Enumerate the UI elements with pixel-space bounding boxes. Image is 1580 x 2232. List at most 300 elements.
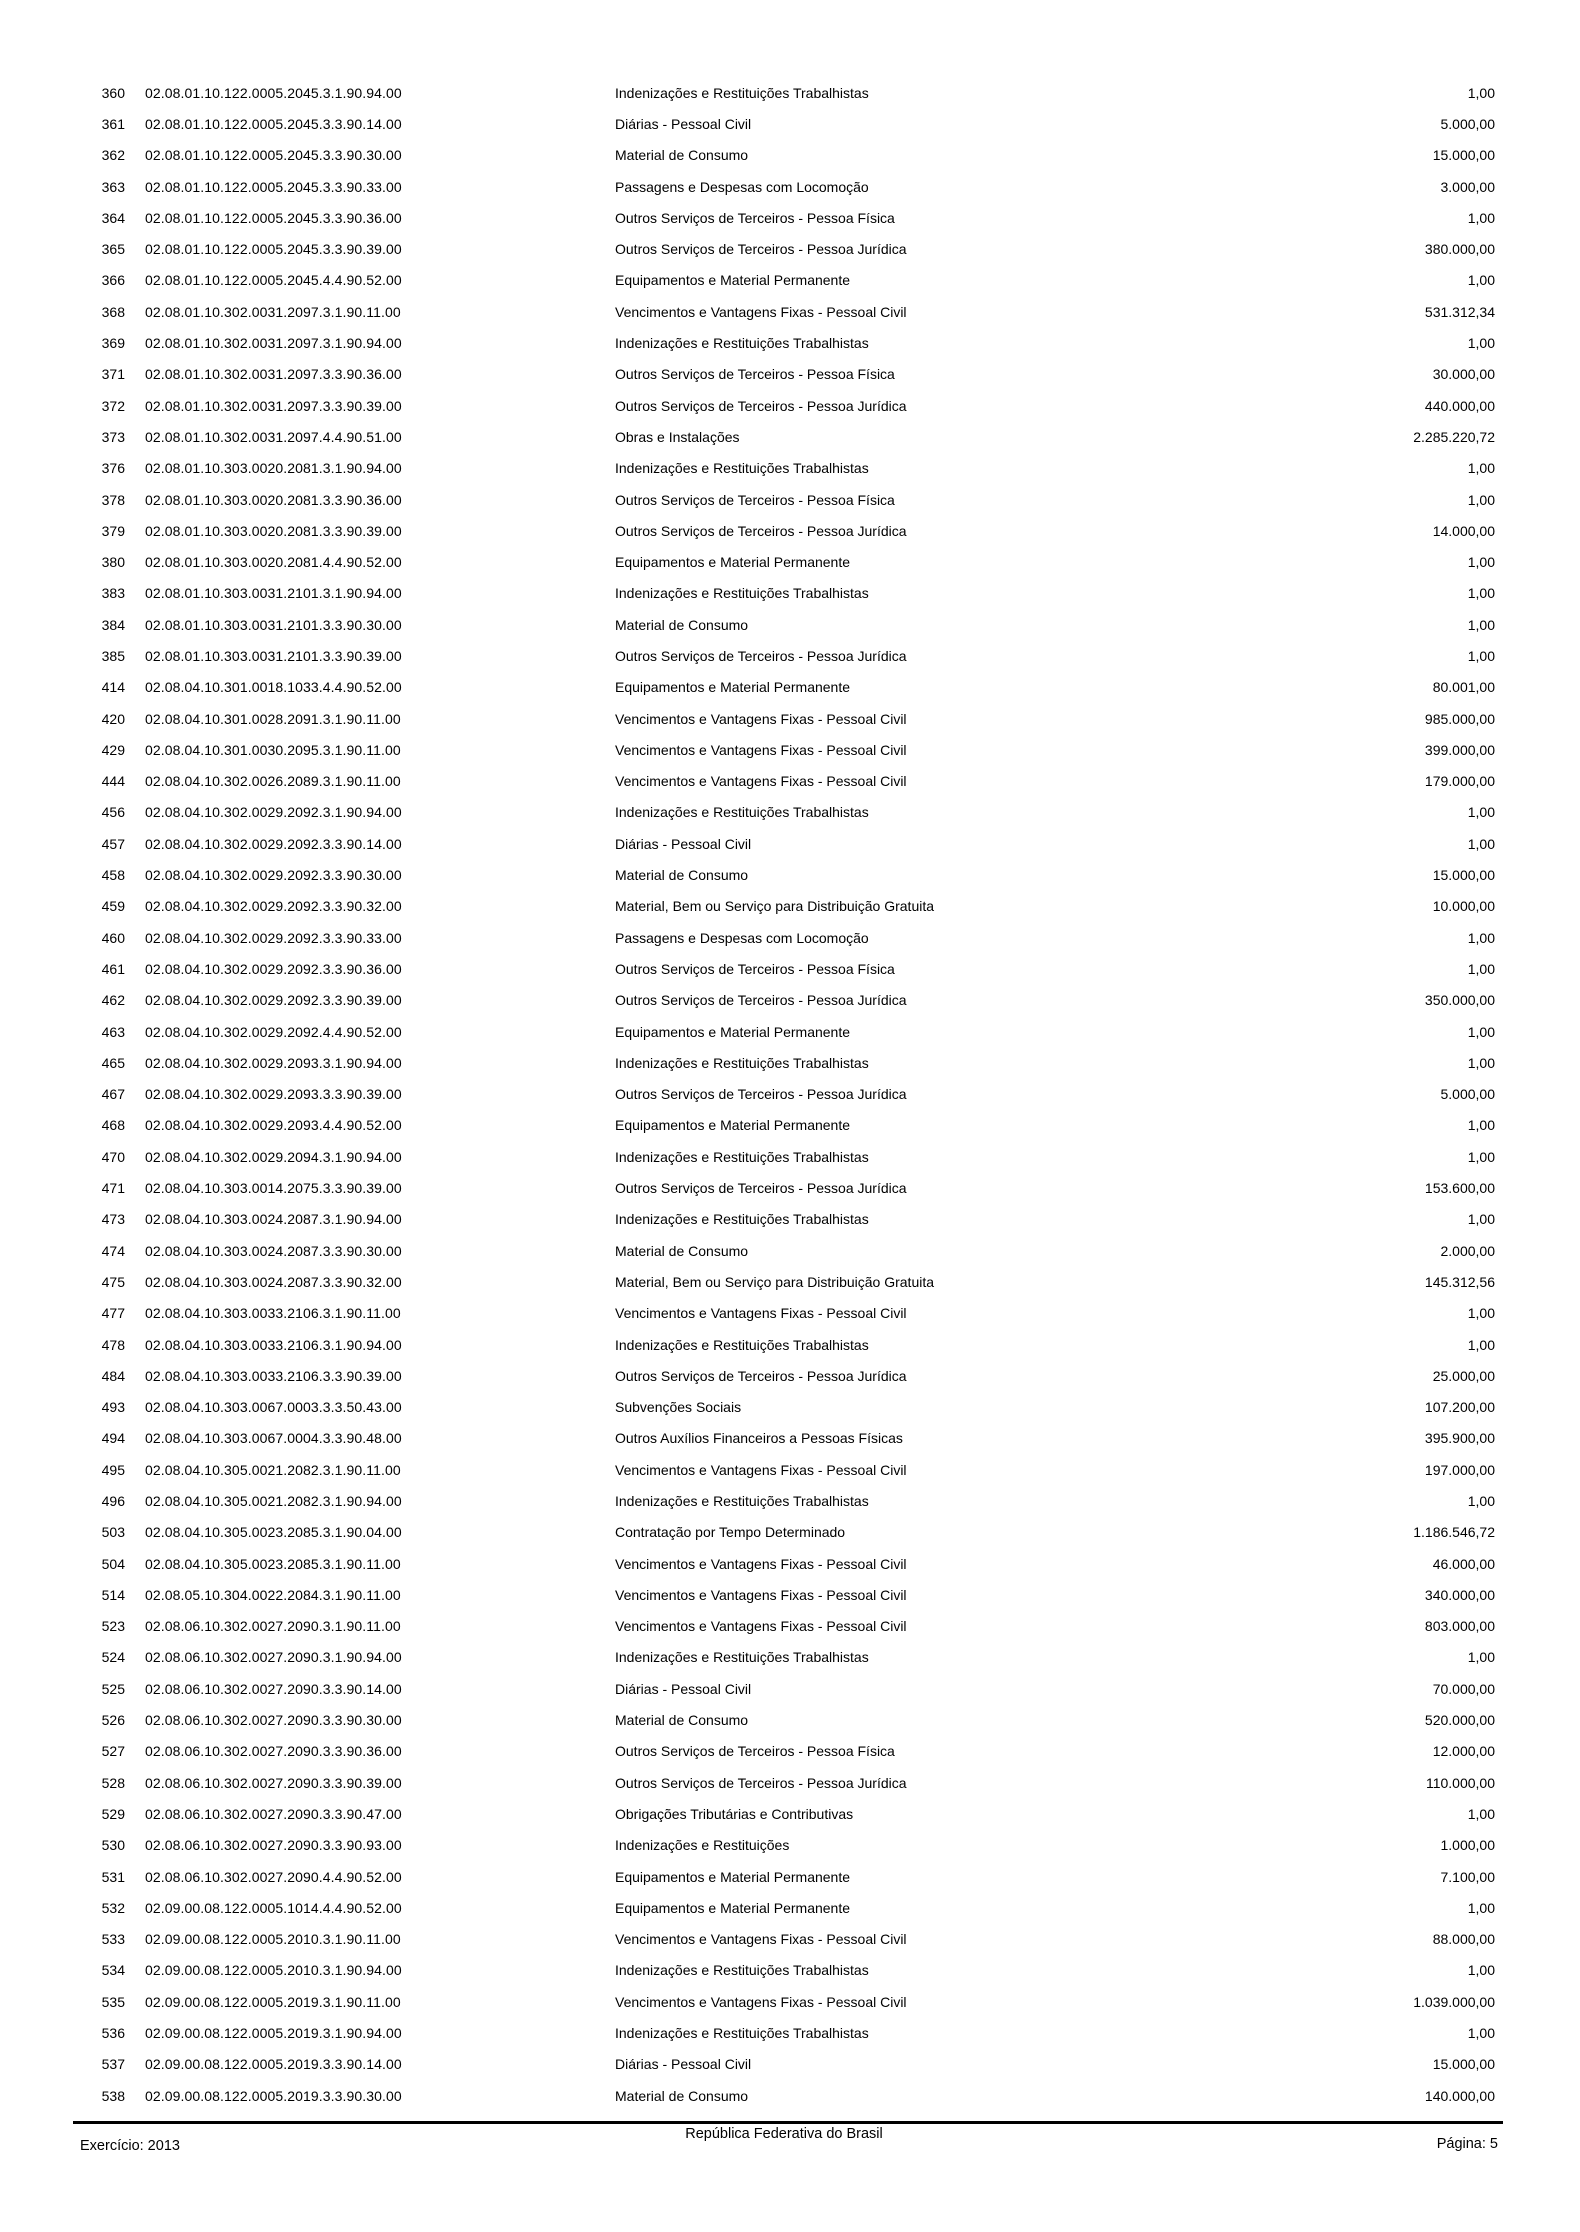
row-budget-code: 02.08.01.10.122.0005.2045.3.3.90.36.00 (145, 209, 402, 226)
row-description: Vencimentos e Vantagens Fixas - Pessoal Civil (615, 741, 907, 758)
row-budget-code: 02.08.04.10.302.0029.2093.3.1.90.94.00 (145, 1054, 402, 1071)
row-budget-code: 02.08.06.10.302.0027.2090.3.3.90.47.00 (145, 1805, 402, 1822)
row-number: 444 (101, 773, 125, 790)
table-row (65, 77, 1503, 108)
table-row (65, 672, 1503, 703)
row-value: 380.000,00 (1424, 241, 1495, 258)
table-row (65, 296, 1503, 327)
row-description: Outros Serviços de Terceiros - Pessoa Jurídica (615, 1367, 907, 1384)
table-row (65, 797, 1503, 828)
row-number: 514 (101, 1586, 125, 1603)
row-description: Equipamentos e Material Permanente (615, 1117, 851, 1134)
row-budget-code: 02.08.04.10.302.0029.2094.3.1.90.94.00 (145, 1148, 402, 1165)
row-value: 2.285.220,72 (1413, 428, 1495, 445)
row-description: Vencimentos e Vantagens Fixas - Pessoal Civil (615, 773, 907, 790)
row-value: 440.000,00 (1424, 397, 1495, 414)
row-value: 70.000,00 (1432, 1680, 1495, 1697)
row-budget-code: 02.08.04.10.301.0018.1033.4.4.90.52.00 (145, 679, 402, 696)
table-row (65, 108, 1503, 139)
row-budget-code: 02.08.01.10.122.0005.2045.3.3.90.39.00 (145, 241, 402, 258)
row-number: 363 (101, 178, 125, 195)
row-description: Diárias - Pessoal Civil (615, 2056, 752, 2073)
row-budget-code: 02.09.00.08.122.0005.2010.3.1.90.11.00 (145, 1931, 401, 1948)
row-value: 1,00 (1467, 616, 1495, 633)
row-budget-code: 02.08.04.10.302.0029.2092.3.3.90.36.00 (145, 960, 402, 977)
row-budget-code: 02.08.04.10.302.0029.2092.3.3.90.33.00 (145, 929, 402, 946)
row-description: Vencimentos e Vantagens Fixas - Pessoal Civil (615, 1555, 907, 1572)
row-description: Indenizações e Restituições Trabalhistas (615, 335, 869, 352)
table-row (65, 1016, 1503, 1047)
table-row (65, 1986, 1503, 2017)
row-value: 110.000,00 (1425, 1774, 1495, 1791)
table-row (65, 828, 1503, 859)
row-description: Vencimentos e Vantagens Fixas - Pessoal Civil (615, 1586, 907, 1603)
row-description: Material, Bem ou Serviço para Distribuição Gratuita (615, 898, 935, 915)
row-value: 179.000,00 (1424, 773, 1495, 790)
table-row (65, 1204, 1503, 1235)
row-description: Contratação por Tempo Determinado (615, 1524, 846, 1541)
row-description: Material de Consumo (615, 616, 749, 633)
row-value: 7.100,00 (1440, 1868, 1495, 1885)
table-row (65, 766, 1503, 797)
row-number: 525 (101, 1680, 125, 1697)
row-budget-code: 02.08.01.10.122.0005.2045.4.4.90.52.00 (145, 272, 402, 289)
row-value: 80.001,00 (1432, 679, 1495, 696)
row-value: 1,00 (1467, 1336, 1495, 1353)
row-description: Material de Consumo (615, 2087, 749, 2104)
row-number: 535 (101, 1993, 125, 2010)
row-number: 475 (101, 1273, 125, 1290)
table-row (65, 734, 1503, 765)
row-number: 384 (101, 616, 125, 633)
row-value: 1,00 (1467, 804, 1495, 821)
row-number: 471 (101, 1180, 125, 1197)
row-value: 145.312,56 (1424, 1273, 1495, 1290)
row-budget-code: 02.08.04.10.302.0029.2092.3.3.90.39.00 (145, 992, 402, 1009)
row-value: 1,00 (1467, 491, 1495, 508)
row-budget-code: 02.08.06.10.302.0027.2090.3.3.90.14.00 (145, 1680, 402, 1697)
table-row (65, 1423, 1503, 1454)
row-number: 493 (101, 1399, 125, 1416)
row-number: 465 (101, 1054, 125, 1071)
row-description: Outros Serviços de Terceiros - Pessoa Jurídica (615, 522, 907, 539)
row-budget-code: 02.08.01.10.303.0020.2081.3.3.90.36.00 (145, 491, 402, 508)
table-row (65, 578, 1503, 609)
row-number: 414 (101, 679, 125, 696)
row-number: 458 (101, 867, 125, 884)
row-value: 1.186.546,72 (1413, 1524, 1495, 1541)
row-value: 985.000,00 (1424, 710, 1495, 727)
row-value: 350.000,00 (1424, 992, 1495, 1009)
table-row (65, 1642, 1503, 1673)
row-budget-code: 02.08.06.10.302.0027.2090.4.4.90.52.00 (145, 1868, 402, 1885)
row-budget-code: 02.08.04.10.301.0030.2095.3.1.90.11.00 (145, 741, 401, 758)
row-number: 362 (101, 147, 125, 164)
row-value: 5.000,00 (1440, 1086, 1495, 1103)
row-description: Subvenções Sociais (615, 1399, 742, 1416)
row-value: 10.000,00 (1432, 898, 1495, 915)
table-row (65, 359, 1503, 390)
row-description: Material de Consumo (615, 147, 749, 164)
row-value: 1,00 (1467, 1805, 1495, 1822)
row-budget-code: 02.08.04.10.302.0029.2092.3.3.90.32.00 (145, 898, 402, 915)
row-budget-code: 02.08.06.10.302.0027.2090.3.3.90.93.00 (145, 1837, 402, 1854)
row-value: 395.900,00 (1424, 1430, 1495, 1447)
row-description: Indenizações e Restituições Trabalhistas (615, 1211, 869, 1228)
row-number: 366 (101, 272, 125, 289)
table-row (65, 1172, 1503, 1203)
row-budget-code: 02.08.01.10.302.0031.2097.3.3.90.39.00 (145, 397, 402, 414)
row-value: 803.000,00 (1424, 1618, 1495, 1635)
row-value: 1,00 (1467, 209, 1495, 226)
row-budget-code: 02.08.04.10.303.0033.2106.3.1.90.94.00 (145, 1336, 402, 1353)
row-description: Equipamentos e Material Permanente (615, 1023, 851, 1040)
row-budget-code: 02.08.01.10.302.0031.2097.3.1.90.94.00 (145, 335, 402, 352)
row-value: 15.000,00 (1432, 867, 1495, 884)
row-description: Vencimentos e Vantagens Fixas - Pessoal Civil (615, 1461, 907, 1478)
row-value: 1,00 (1467, 1962, 1495, 1979)
row-description: Outros Serviços de Terceiros - Pessoa Jurídica (615, 992, 907, 1009)
table-row (65, 953, 1503, 984)
row-number: 457 (101, 835, 125, 852)
row-number: 503 (101, 1524, 125, 1541)
row-number: 376 (101, 460, 125, 477)
row-value: 1,00 (1467, 1054, 1495, 1071)
row-value: 1,00 (1467, 272, 1495, 289)
table-row (65, 1517, 1503, 1548)
row-budget-code: 02.08.06.10.302.0027.2090.3.3.90.39.00 (145, 1774, 402, 1791)
table-row (65, 1736, 1503, 1767)
row-budget-code: 02.08.01.10.302.0031.2097.4.4.90.51.00 (145, 428, 402, 445)
row-value: 1,00 (1467, 335, 1495, 352)
row-description: Diárias - Pessoal Civil (615, 1680, 752, 1697)
row-number: 468 (101, 1117, 125, 1134)
table-row (65, 327, 1503, 358)
row-number: 533 (101, 1931, 125, 1948)
row-budget-code: 02.08.01.10.302.0031.2097.3.3.90.36.00 (145, 366, 402, 383)
row-number: 538 (101, 2087, 125, 2104)
row-number: 361 (101, 115, 125, 132)
row-value: 1,00 (1467, 1117, 1495, 1134)
row-budget-code: 02.08.04.10.305.0021.2082.3.1.90.94.00 (145, 1493, 402, 1509)
row-budget-code: 02.08.01.10.303.0031.2101.3.3.90.30.00 (145, 616, 402, 633)
row-description: Outros Auxílios Financeiros a Pessoas Físicas (615, 1430, 903, 1447)
row-value: 153.600,00 (1424, 1180, 1495, 1197)
row-budget-code: 02.08.01.10.303.0020.2081.4.4.90.52.00 (145, 554, 402, 571)
row-description: Equipamentos e Material Permanente (615, 679, 851, 696)
row-description: Vencimentos e Vantagens Fixas - Pessoal Civil (615, 1931, 907, 1948)
row-number: 420 (101, 710, 125, 727)
table-row (65, 1298, 1503, 1329)
row-number: 365 (101, 241, 125, 258)
table-row (65, 1579, 1503, 1610)
row-value: 107.200,00 (1424, 1399, 1495, 1416)
row-value: 140.000,00 (1424, 2087, 1495, 2104)
row-description: Indenizações e Restituições (615, 1837, 790, 1854)
row-number: 379 (101, 522, 125, 539)
row-number: 369 (101, 335, 125, 352)
row-budget-code: 02.08.06.10.302.0027.2090.3.3.90.30.00 (145, 1712, 402, 1729)
row-number: 532 (101, 1899, 125, 1916)
row-description: Indenizações e Restituições Trabalhistas (615, 1148, 869, 1165)
table-row (65, 1391, 1503, 1422)
row-value: 1,00 (1467, 2025, 1495, 2042)
row-description: Obrigações Tributárias e Contributivas (615, 1805, 854, 1822)
row-value: 1,00 (1467, 647, 1495, 664)
row-description: Passagens e Despesas com Locomoção (615, 929, 869, 946)
row-budget-code: 02.08.04.10.303.0024.2087.3.3.90.30.00 (145, 1242, 402, 1259)
table-row (65, 1454, 1503, 1485)
row-budget-code: 02.08.01.10.303.0031.2101.3.1.90.94.00 (145, 585, 402, 602)
table-row (65, 1861, 1503, 1892)
row-value: 1,00 (1467, 1211, 1495, 1228)
table-row (65, 2080, 1503, 2111)
row-value: 1,00 (1467, 84, 1495, 101)
row-number: 528 (101, 1774, 125, 1791)
row-budget-code: 02.09.00.08.122.0005.2019.3.3.90.14.00 (145, 2056, 402, 2073)
row-budget-code: 02.08.04.10.303.0024.2087.3.1.90.94.00 (145, 1211, 402, 1228)
table-row (65, 515, 1503, 546)
row-description: Outros Serviços de Terceiros - Pessoa Física (615, 960, 895, 977)
row-number: 504 (101, 1555, 125, 1572)
table-row (65, 1360, 1503, 1391)
row-description: Outros Serviços de Terceiros - Pessoa Jurídica (615, 1774, 907, 1791)
row-number: 496 (101, 1493, 125, 1509)
row-number: 495 (101, 1461, 125, 1478)
footer-country: República Federativa do Brasil (685, 2126, 883, 2142)
row-description: Material de Consumo (615, 1242, 749, 1259)
row-number: 478 (101, 1336, 125, 1353)
row-value: 88.000,00 (1432, 1931, 1495, 1948)
row-value: 1,00 (1467, 835, 1495, 852)
table-row (65, 1266, 1503, 1297)
row-value: 2.000,00 (1440, 1242, 1495, 1259)
row-number: 364 (101, 209, 125, 226)
row-number: 530 (101, 1837, 125, 1854)
row-budget-code: 02.09.00.08.122.0005.2019.3.1.90.11.00 (145, 1993, 401, 2010)
row-description: Obras e Instalações (615, 428, 740, 445)
row-value: 1,00 (1467, 960, 1495, 977)
table-row (65, 1079, 1503, 1110)
row-number: 474 (101, 1242, 125, 1259)
table-row (65, 891, 1503, 922)
table-row (65, 421, 1503, 452)
row-number: 524 (101, 1649, 125, 1666)
row-value: 5.000,00 (1440, 115, 1495, 132)
table-row (65, 1955, 1503, 1986)
table-row (65, 640, 1503, 671)
row-description: Outros Serviços de Terceiros - Pessoa Jurídica (615, 647, 907, 664)
row-budget-code: 02.09.00.08.122.0005.1014.4.4.90.52.00 (145, 1899, 402, 1916)
footer-page-number: Página: 5 (1436, 2136, 1498, 2152)
row-description: Indenizações e Restituições Trabalhistas (615, 2025, 869, 2042)
row-budget-code: 02.08.04.10.305.0023.2085.3.1.90.11.00 (145, 1555, 401, 1572)
row-description: Outros Serviços de Terceiros - Pessoa Física (615, 366, 895, 383)
table-row (65, 1611, 1503, 1642)
row-budget-code: 02.08.04.10.303.0014.2075.3.3.90.39.00 (145, 1180, 402, 1197)
row-description: Equipamentos e Material Permanente (615, 554, 851, 571)
row-description: Material, Bem ou Serviço para Distribuição Gratuita (615, 1273, 935, 1290)
table-row (65, 1548, 1503, 1579)
table-row (65, 140, 1503, 171)
row-value: 1.000,00 (1440, 1837, 1495, 1854)
table-row (65, 1329, 1503, 1360)
row-description: Outros Serviços de Terceiros - Pessoa Física (615, 1743, 895, 1760)
row-number: 460 (101, 929, 125, 946)
row-budget-code: 02.08.04.10.303.0024.2087.3.3.90.32.00 (145, 1273, 402, 1290)
row-budget-code: 02.08.04.10.303.0033.2106.3.1.90.11.00 (145, 1305, 401, 1322)
row-description: Indenizações e Restituições Trabalhistas (615, 1054, 869, 1071)
table-row (65, 1673, 1503, 1704)
row-budget-code: 02.08.01.10.122.0005.2045.3.3.90.30.00 (145, 147, 402, 164)
row-description: Indenizações e Restituições Trabalhistas (615, 84, 869, 101)
table-row (65, 1830, 1503, 1861)
row-value: 15.000,00 (1432, 2056, 1495, 2073)
row-value: 14.000,00 (1432, 522, 1495, 539)
row-budget-code: 02.08.01.10.122.0005.2045.3.3.90.33.00 (145, 178, 402, 195)
row-description: Vencimentos e Vantagens Fixas - Pessoal Civil (615, 710, 907, 727)
row-description: Indenizações e Restituições Trabalhistas (615, 460, 869, 477)
row-description: Outros Serviços de Terceiros - Pessoa Jurídica (615, 1180, 907, 1197)
row-description: Outros Serviços de Terceiros - Pessoa Física (615, 491, 895, 508)
row-budget-code: 02.08.01.10.122.0005.2045.3.1.90.94.00 (145, 84, 402, 101)
table-row (65, 922, 1503, 953)
row-budget-code: 02.08.04.10.303.0033.2106.3.3.90.39.00 (145, 1367, 402, 1384)
row-description: Equipamentos e Material Permanente (615, 1868, 851, 1885)
table-row (65, 1924, 1503, 1955)
table-row (65, 2049, 1503, 2080)
row-budget-code: 02.08.04.10.303.0067.0004.3.3.90.48.00 (145, 1430, 402, 1447)
footer-divider (73, 2121, 1503, 2124)
row-description: Vencimentos e Vantagens Fixas - Pessoal Civil (615, 303, 907, 320)
table-row (65, 453, 1503, 484)
row-value: 1,00 (1467, 1023, 1495, 1040)
table-row (65, 1235, 1503, 1266)
row-number: 470 (101, 1148, 125, 1165)
row-budget-code: 02.08.05.10.304.0022.2084.3.1.90.11.00 (145, 1586, 401, 1603)
row-budget-code: 02.08.04.10.303.0067.0003.3.3.50.43.00 (145, 1399, 402, 1416)
row-value: 46.000,00 (1432, 1555, 1495, 1572)
row-budget-code: 02.08.04.10.301.0028.2091.3.1.90.11.00 (145, 710, 401, 727)
row-budget-code: 02.08.06.10.302.0027.2090.3.3.90.36.00 (145, 1743, 402, 1760)
row-number: 372 (101, 397, 125, 414)
row-value: 340.000,00 (1424, 1586, 1495, 1603)
table-row (65, 2017, 1503, 2048)
row-description: Material de Consumo (615, 1712, 749, 1729)
row-value: 520.000,00 (1424, 1712, 1495, 1729)
table-row (65, 1141, 1503, 1172)
row-budget-code: 02.08.04.10.302.0029.2092.4.4.90.52.00 (145, 1023, 402, 1040)
row-number: 462 (101, 992, 125, 1009)
row-budget-code: 02.09.00.08.122.0005.2010.3.1.90.94.00 (145, 1962, 402, 1979)
row-number: 456 (101, 804, 125, 821)
row-description: Material de Consumo (615, 867, 749, 884)
row-description: Vencimentos e Vantagens Fixas - Pessoal Civil (615, 1305, 907, 1322)
row-budget-code: 02.08.04.10.302.0029.2092.3.3.90.14.00 (145, 835, 402, 852)
row-description: Vencimentos e Vantagens Fixas - Pessoal Civil (615, 1618, 907, 1635)
row-description: Diárias - Pessoal Civil (615, 835, 752, 852)
row-budget-code: 02.08.06.10.302.0027.2090.3.1.90.11.00 (145, 1618, 401, 1635)
table-row (65, 233, 1503, 264)
row-description: Vencimentos e Vantagens Fixas - Pessoal Civil (615, 1993, 907, 2010)
row-value: 197.000,00 (1424, 1461, 1495, 1478)
table-row (65, 1047, 1503, 1078)
row-value: 1,00 (1467, 1649, 1495, 1666)
row-description: Equipamentos e Material Permanente (615, 272, 851, 289)
row-budget-code: 02.08.01.10.303.0020.2081.3.3.90.39.00 (145, 522, 402, 539)
table-row (65, 202, 1503, 233)
budget-table (65, 77, 1503, 2111)
row-value: 3.000,00 (1440, 178, 1495, 195)
row-budget-code: 02.08.04.10.302.0029.2093.3.3.90.39.00 (145, 1086, 402, 1103)
row-number: 373 (101, 428, 125, 445)
table-row (65, 985, 1503, 1016)
table-row (65, 859, 1503, 890)
row-budget-code: 02.08.01.10.302.0031.2097.3.1.90.11.00 (145, 303, 401, 320)
row-number: 360 (101, 84, 125, 101)
table-row (65, 171, 1503, 202)
table-row (65, 703, 1503, 734)
row-value: 1,00 (1467, 554, 1495, 571)
table-row (65, 1110, 1503, 1141)
row-number: 477 (101, 1305, 125, 1322)
table-row (65, 390, 1503, 421)
row-budget-code: 02.08.04.10.302.0029.2092.3.1.90.94.00 (145, 804, 402, 821)
row-value: 1,00 (1467, 1493, 1495, 1509)
row-budget-code: 02.08.04.10.305.0021.2082.3.1.90.11.00 (145, 1461, 401, 1478)
row-number: 461 (101, 960, 125, 977)
row-description: Outros Serviços de Terceiros - Pessoa Jurídica (615, 1086, 907, 1103)
row-number: 371 (101, 366, 125, 383)
row-number: 459 (101, 898, 125, 915)
table-row (65, 1798, 1503, 1829)
row-value: 1,00 (1467, 1148, 1495, 1165)
row-number: 467 (101, 1086, 125, 1103)
row-number: 473 (101, 1211, 125, 1228)
row-value: 1.039.000,00 (1413, 1993, 1495, 2010)
row-value: 531.312,34 (1424, 303, 1495, 320)
row-description: Indenizações e Restituições Trabalhistas (615, 1649, 869, 1666)
row-description: Equipamentos e Material Permanente (615, 1899, 851, 1916)
row-number: 537 (101, 2056, 125, 2073)
row-number: 494 (101, 1430, 125, 1447)
row-description: Passagens e Despesas com Locomoção (615, 178, 869, 195)
row-budget-code: 02.09.00.08.122.0005.2019.3.1.90.94.00 (145, 2025, 402, 2042)
row-budget-code: 02.08.01.10.303.0031.2101.3.3.90.39.00 (145, 647, 402, 664)
row-value: 1,00 (1467, 585, 1495, 602)
row-description: Outros Serviços de Terceiros - Pessoa Jurídica (615, 241, 907, 258)
row-description: Indenizações e Restituições Trabalhistas (615, 1336, 869, 1353)
row-number: 380 (101, 554, 125, 571)
row-number: 527 (101, 1743, 125, 1760)
table-row (65, 1767, 1503, 1798)
row-number: 523 (101, 1618, 125, 1635)
row-number: 526 (101, 1712, 125, 1729)
row-budget-code: 02.08.06.10.302.0027.2090.3.1.90.94.00 (145, 1649, 402, 1666)
table-row (65, 1892, 1503, 1923)
row-description: Indenizações e Restituições Trabalhistas (615, 1493, 869, 1509)
row-number: 429 (101, 741, 125, 758)
table-row (65, 265, 1503, 296)
row-number: 529 (101, 1805, 125, 1822)
row-number: 484 (101, 1367, 125, 1384)
row-value: 12.000,00 (1432, 1743, 1495, 1760)
row-number: 378 (101, 491, 125, 508)
row-number: 385 (101, 647, 125, 664)
row-value: 1,00 (1467, 460, 1495, 477)
row-value: 15.000,00 (1432, 147, 1495, 164)
row-budget-code: 02.08.04.10.302.0029.2093.4.4.90.52.00 (145, 1117, 402, 1134)
